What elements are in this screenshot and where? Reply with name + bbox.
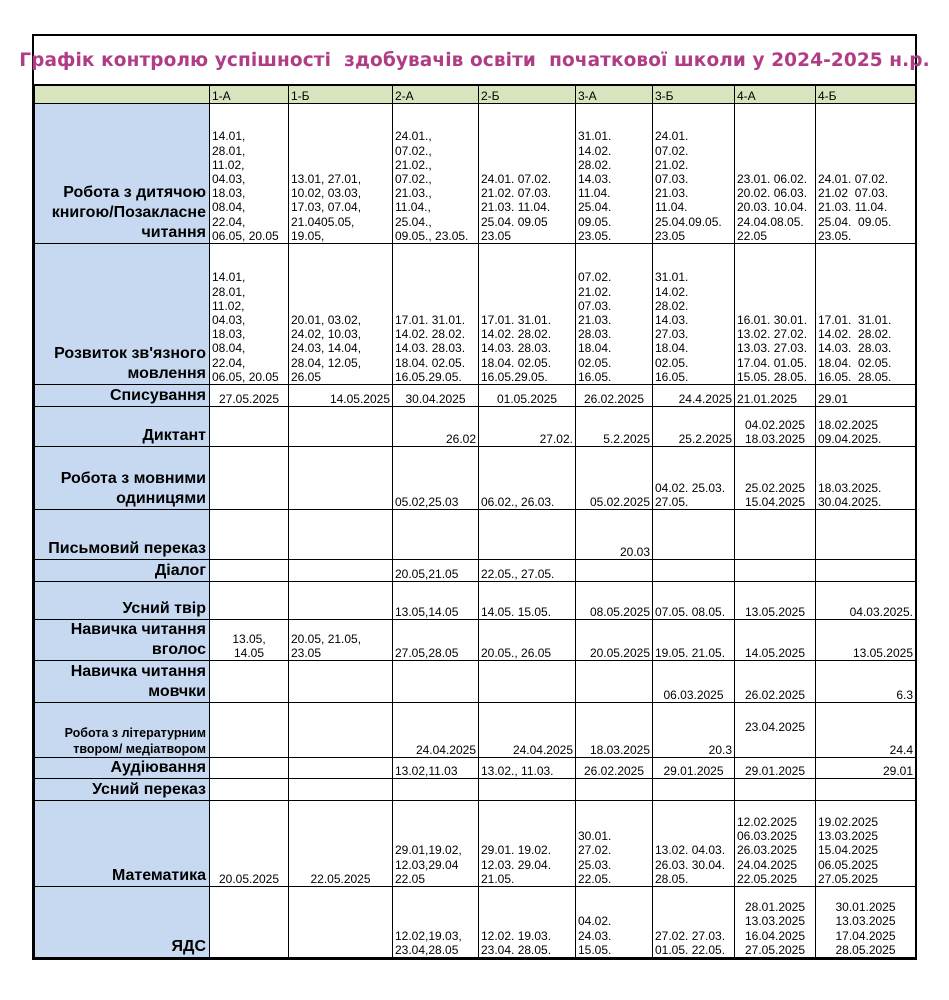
date-cell — [210, 407, 289, 447]
date-cell: 08.05.2025 — [576, 582, 653, 620]
date-cell: 04.02. 25.03. 27.05. — [653, 447, 735, 510]
schedule-table — [34, 85, 916, 958]
column-header: 4-Б — [816, 86, 916, 104]
date-cell: 06.03.2025 — [653, 661, 735, 703]
date-cell: 24.4 — [816, 703, 916, 758]
subject-cell: Розвиток зв'язного мовлення — [35, 244, 210, 385]
date-cell: 18.02.2025 09.04.2025. — [816, 407, 916, 447]
date-cell — [210, 758, 289, 779]
date-cell: 20.05.2025 — [210, 801, 289, 887]
date-cell: 07.02. 21.02. 07.03. 21.03. 28.03. 18.04. 02.05. 16.05. — [576, 244, 653, 385]
date-cell: 17.01. 31.01. 14.02. 28.02. 14.03. 28.03. 18.04. 02.05. 16.05. 28.05. — [816, 244, 916, 385]
subject-cell: Діалог — [35, 560, 210, 582]
date-cell: 24.04.2025 — [393, 703, 479, 758]
date-cell — [479, 661, 576, 703]
date-cell: 27.02. — [479, 407, 576, 447]
date-cell: 18.03.2025. 30.04.2025. — [816, 447, 916, 510]
date-cell — [816, 779, 916, 801]
date-cell: 20.05,21.05 — [393, 560, 479, 582]
subject-cell: Навичка читання вголос — [35, 620, 210, 661]
date-cell — [576, 661, 653, 703]
date-cell: 13.02., 11.03. — [479, 758, 576, 779]
date-cell: 24.01. 07.02. 21.02. 07.03. 21.03. 11.04. 25.04. 09.05 23.05 — [479, 104, 576, 244]
date-cell: 04.03.2025. — [816, 582, 916, 620]
date-cell: 14.05.2025 — [735, 620, 816, 661]
date-cell: 19.02.2025 13.03.2025 15.04.2025 06.05.2025 27.05.2025 — [816, 801, 916, 887]
date-cell: 20.01, 03.02, 24.02, 10.03, 24.03, 14.04, 28.04, 12.05, 26.05 — [289, 244, 393, 385]
date-cell: 28.01.2025 13.03.2025 16.04.2025 27.05.2025 — [735, 887, 816, 958]
date-cell: 21.01.2025 — [735, 385, 816, 407]
subject-cell: Навичка читання мовчки — [35, 661, 210, 703]
date-cell: 23.04.2025 — [735, 703, 816, 758]
column-header: 4-А — [735, 86, 816, 104]
table-row — [35, 887, 916, 958]
header-row — [35, 86, 916, 104]
date-cell: 29.01 — [816, 385, 916, 407]
date-cell: 13.05,14.05 — [393, 582, 479, 620]
date-cell — [289, 703, 393, 758]
date-cell: 14.01, 28.01, 11.02, 04.03, 18.03, 08.04, 22.04, 06.05, 20.05 — [210, 244, 289, 385]
date-cell — [289, 758, 393, 779]
date-cell: 29.01,19.02, 12.03,29.04 22.05 — [393, 801, 479, 887]
date-cell: 24.04.2025 — [479, 703, 576, 758]
column-header: 2-Б — [479, 86, 576, 104]
date-cell: 14.01, 28.01, 11.02, 04.03, 18.03, 08.04, 22.04, 06.05, 20.05 — [210, 104, 289, 244]
subject-cell: Списування — [35, 385, 210, 407]
column-header: 2-А — [393, 86, 479, 104]
subject-cell: Усний переказ — [35, 779, 210, 801]
date-cell — [653, 779, 735, 801]
date-cell: 17.01. 31.01. 14.02. 28.02. 14.03. 28.03. 18.04. 02.05. 16.05.29.05. — [479, 244, 576, 385]
schedule-sheet — [19, 34, 930, 960]
date-cell: 24.01., 07.02., 21.02., 07.02., 21.03., 11.04., 25.04., 09.05., 23.05. — [393, 104, 479, 244]
date-cell — [210, 510, 289, 560]
date-cell — [210, 779, 289, 801]
date-cell: 20.3 — [653, 703, 735, 758]
header-corner — [35, 86, 210, 104]
date-cell: 13.02,11.03 — [393, 758, 479, 779]
date-cell: 26.02.2025 — [735, 661, 816, 703]
table-row — [35, 703, 916, 758]
date-cell: 29.01. 19.02. 12.03. 29.04. 21.05. — [479, 801, 576, 887]
date-cell: 13.02. 04.03. 26.03. 30.04. 28.05. — [653, 801, 735, 887]
date-cell — [479, 779, 576, 801]
date-cell: 04.02.2025 18.03.2025 — [735, 407, 816, 447]
page-title: Графік контролю успішності здобувачів освіти початкової школи у 2024-2025 н.р. — [34, 36, 915, 85]
date-cell: 12.02. 19.03. 23.04. 28.05. — [479, 887, 576, 958]
date-cell: 13.01, 27.01, 10.02, 03.03, 17.03, 07.04, 21.0405.05, 19.05, — [289, 104, 393, 244]
subject-cell: Робота з дитячою книгою/Позакласне читання — [35, 104, 210, 244]
subject-cell: Аудіювання — [35, 758, 210, 779]
subject-cell: Робота з літературним твором/ медіатвором — [35, 703, 210, 758]
date-cell: 17.01. 31.01. 14.02. 28.02. 14.03. 28.03. 18.04. 02.05. 16.05.29.05. — [393, 244, 479, 385]
column-header: 1-А — [210, 86, 289, 104]
date-cell — [576, 560, 653, 582]
table-row — [35, 661, 916, 703]
table-row — [35, 447, 916, 510]
column-header: 1-Б — [289, 86, 393, 104]
date-cell — [210, 447, 289, 510]
table-row — [35, 779, 916, 801]
date-cell: 07.05. 08.05. — [653, 582, 735, 620]
date-cell: 30.01.2025 13.03.2025 17.04.2025 28.05.2025 — [816, 887, 916, 958]
date-cell: 20.05.2025 — [576, 620, 653, 661]
date-cell — [735, 560, 816, 582]
date-cell — [735, 510, 816, 560]
date-cell: 22.05., 27.05. — [479, 560, 576, 582]
date-cell — [816, 510, 916, 560]
date-cell: 20.05., 26.05 — [479, 620, 576, 661]
date-cell: 27.05.2025 — [210, 385, 289, 407]
date-cell: 27.05,28.05 — [393, 620, 479, 661]
column-header: 3-Б — [653, 86, 735, 104]
date-cell: 29.01 — [816, 758, 916, 779]
date-cell — [289, 779, 393, 801]
date-cell — [393, 661, 479, 703]
date-cell — [289, 510, 393, 560]
date-cell — [210, 661, 289, 703]
date-cell: 20.05, 21.05, 23.05 — [289, 620, 393, 661]
date-cell: 31.01. 14.02. 28.02. 14.03. 27.03. 18.04. 02.05. 16.05. — [653, 244, 735, 385]
date-cell: 20.03 — [576, 510, 653, 560]
date-cell: 13.05.2025 — [735, 582, 816, 620]
subject-cell: Робота з мовними одиницями — [35, 447, 210, 510]
table-row — [35, 407, 916, 447]
date-cell — [289, 887, 393, 958]
date-cell: 13.05.2025 — [816, 620, 916, 661]
date-cell: 18.03.2025 — [576, 703, 653, 758]
date-cell: 30.01. 27.02. 25.03. 22.05. — [576, 801, 653, 887]
table-row — [35, 620, 916, 661]
date-cell: 04.02. 24.03. 15.05. — [576, 887, 653, 958]
table-row — [35, 510, 916, 560]
date-cell: 13.05, 14.05 — [210, 620, 289, 661]
table-row — [35, 582, 916, 620]
date-cell: 06.02., 26.03. — [479, 447, 576, 510]
date-cell: 30.04.2025 — [393, 385, 479, 407]
date-cell — [210, 582, 289, 620]
date-cell — [653, 510, 735, 560]
date-cell: 19.05. 21.05. — [653, 620, 735, 661]
table-row — [35, 758, 916, 779]
date-cell — [653, 560, 735, 582]
date-cell: 27.02. 27.03. 01.05. 22.05. — [653, 887, 735, 958]
date-cell — [289, 407, 393, 447]
subject-cell: ЯДС — [35, 887, 210, 958]
date-cell: 23.01. 06.02. 20.02. 06.03. 20.03. 10.04. 24.04.08.05. 22.05 — [735, 104, 816, 244]
date-cell — [576, 779, 653, 801]
table-row — [35, 801, 916, 887]
date-cell — [735, 779, 816, 801]
date-cell — [289, 447, 393, 510]
date-cell — [816, 560, 916, 582]
date-cell: 31.01. 14.02. 28.02. 14.03. 11.04. 25.04. 09.05. 23.05. — [576, 104, 653, 244]
date-cell — [210, 703, 289, 758]
date-cell: 25.02.2025 15.04.2025 — [735, 447, 816, 510]
date-cell: 05.02.2025 — [576, 447, 653, 510]
date-cell: 24.01. 07.02. 21.02 07.03. 21.03. 11.04. 25.04. 09.05. 23.05. — [816, 104, 916, 244]
date-cell — [393, 510, 479, 560]
date-cell: 14.05. 15.05. — [479, 582, 576, 620]
date-cell: 5.2.2025 — [576, 407, 653, 447]
date-cell — [210, 560, 289, 582]
date-cell: 6.3 — [816, 661, 916, 703]
date-cell: 01.05.2025 — [479, 385, 576, 407]
date-cell: 29.01.2025 — [653, 758, 735, 779]
subject-cell: Диктант — [35, 407, 210, 447]
date-cell: 24.01. 07.02. 21.02. 07.03. 21.03. 11.04. 25.04.09.05. 23.05 — [653, 104, 735, 244]
date-cell — [393, 779, 479, 801]
table-row — [35, 385, 916, 407]
table-row — [35, 104, 916, 244]
date-cell — [289, 582, 393, 620]
subject-cell: Усний твір — [35, 582, 210, 620]
date-cell: 22.05.2025 — [289, 801, 393, 887]
date-cell: 12.02,19.03, 23.04,28.05 — [393, 887, 479, 958]
date-cell: 29.01.2025 — [735, 758, 816, 779]
table-row — [35, 560, 916, 582]
date-cell: 26.02.2025 — [576, 758, 653, 779]
date-cell — [210, 887, 289, 958]
date-cell: 26.02.2025 — [576, 385, 653, 407]
date-cell: 24.4.2025 — [653, 385, 735, 407]
date-cell: 26.02 — [393, 407, 479, 447]
date-cell: 12.02.2025 06.03.2025 26.03.2025 24.04.2025 22.05.2025 — [735, 801, 816, 887]
date-cell — [479, 510, 576, 560]
date-cell: 05.02,25.03 — [393, 447, 479, 510]
date-cell: 14.05.2025 — [289, 385, 393, 407]
column-header: 3-А — [576, 86, 653, 104]
date-cell: 16.01. 30.01. 13.02. 27.02. 13.03. 27.03. 17.04. 01.05. 15.05. 28.05. — [735, 244, 816, 385]
subject-cell: Математика — [35, 801, 210, 887]
subject-cell: Письмовий переказ — [35, 510, 210, 560]
date-cell — [289, 560, 393, 582]
date-cell: 25.2.2025 — [653, 407, 735, 447]
table-row — [35, 244, 916, 385]
date-cell — [289, 661, 393, 703]
